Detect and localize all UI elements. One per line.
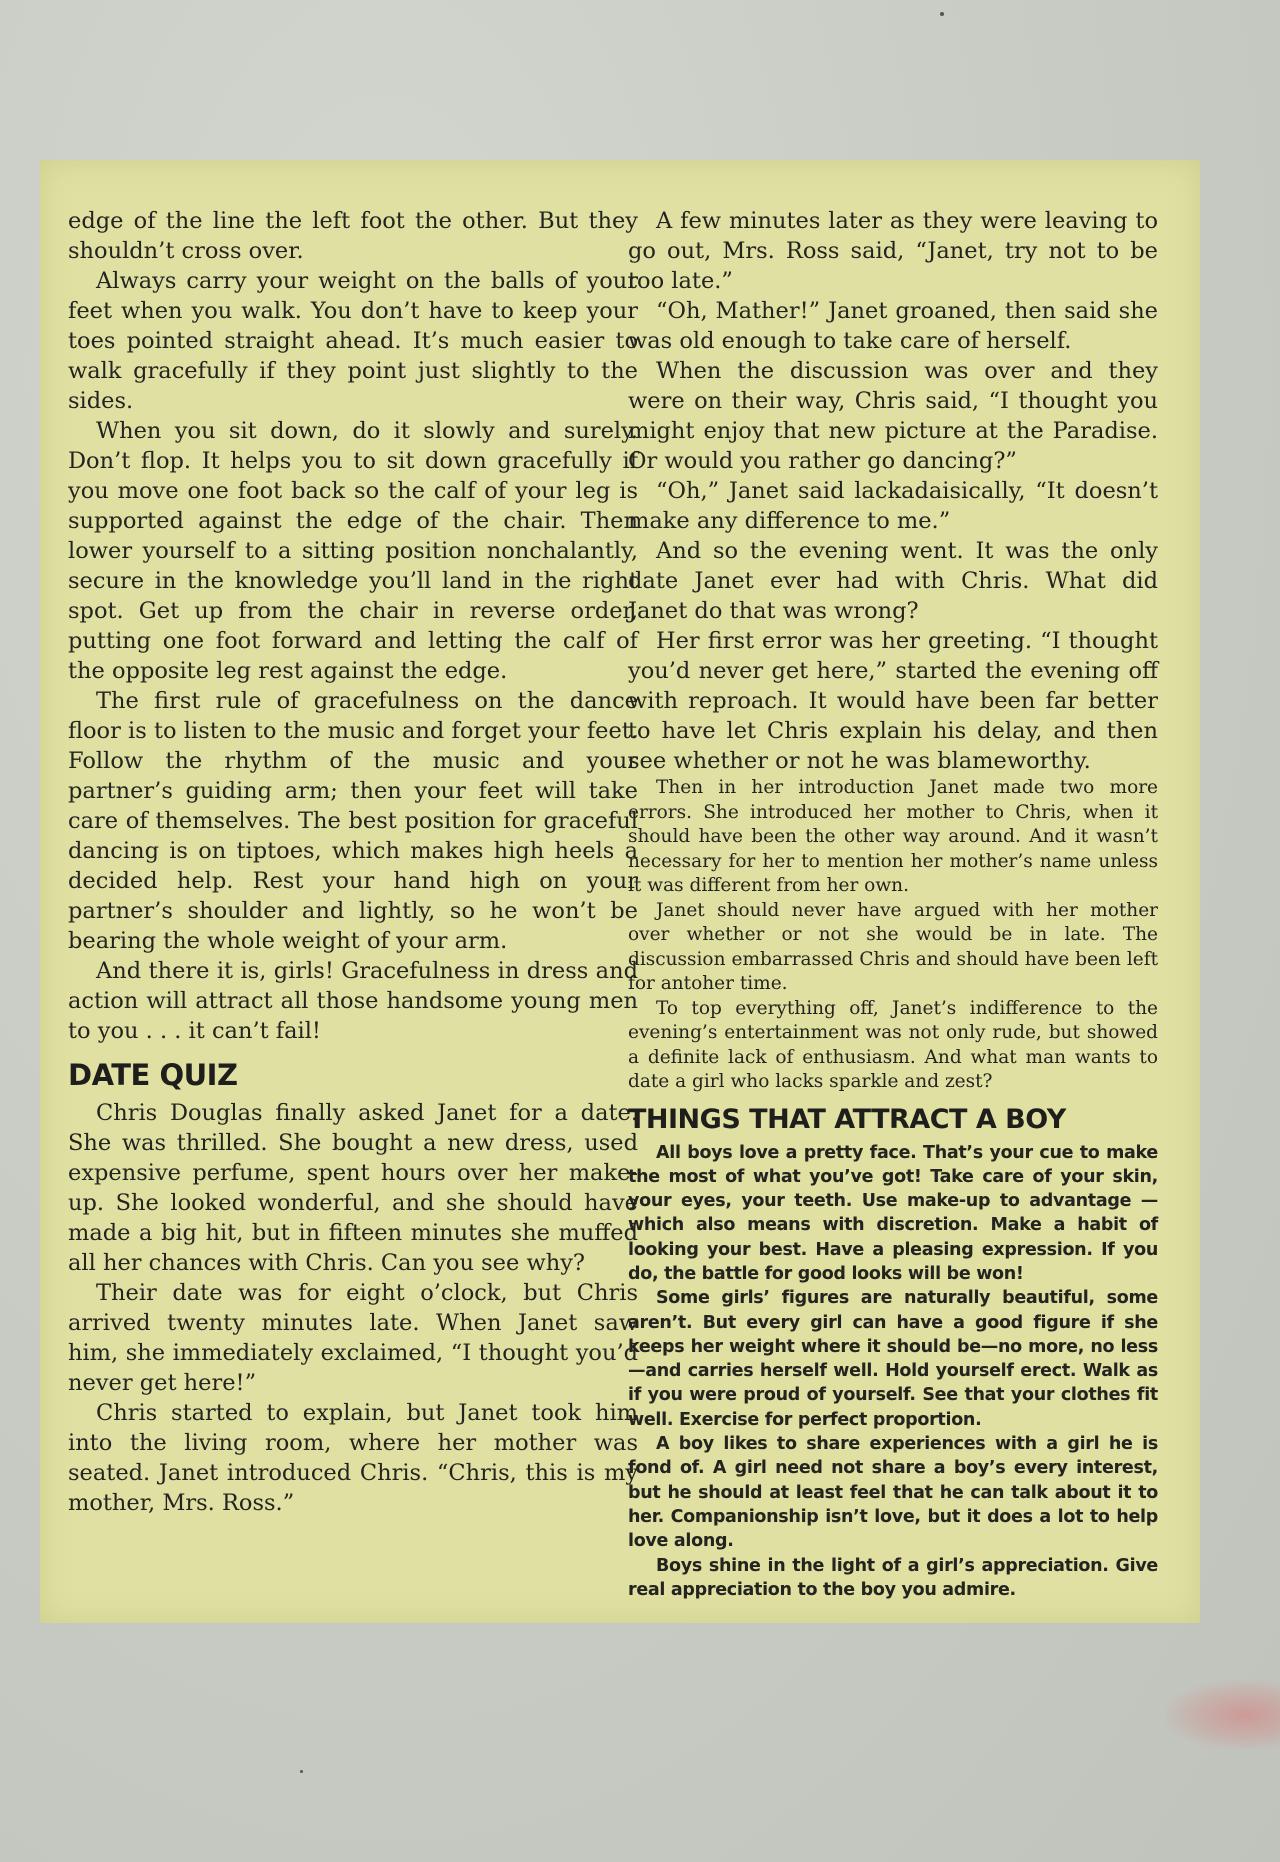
quiz-paragraph: “Oh,” Janet said lackadaisically, “It doesn’t make any difference to me.”	[628, 478, 1158, 534]
article-paragraph: The first rule of gracefulness on the dance floor is to listen to the music and forget your feet. Follow the rhythm of the music and your partner’s guiding arm; then your feet will take care of themselves. The best position for graceful dancing is on tiptoes, which makes high heels a decided help. Rest your hand high on your partner’s shoulder and lightly, so he won’t be bearing the whole weight of your arm.	[68, 688, 638, 954]
right-column	[628, 206, 1158, 1602]
quiz-paragraph: Their date was for eight o’clock, but Chris arrived twenty minutes late. When Janet saw him, she immediately exclaimed, “I thought you’d never get here!”	[68, 1280, 638, 1396]
article-panel	[40, 160, 1200, 1623]
article-paragraph: edge of the line the left foot the other. But they shouldn’t cross over.	[68, 208, 638, 264]
date-quiz-heading: DATE QUIZ	[68, 1058, 238, 1092]
tip-paragraph: Some girls’ figures are naturally beautiful, some aren’t. But every girl can have a good figure if she keeps her weight where it should be—no more, no less—and carries herself well. Hold yourself erect. Walk as if you were proud of yourself. See that your clothes fit well. Exercise for perfect proportion.	[628, 1288, 1158, 1430]
quiz-paragraph: A few minutes later as they were leaving to go out, Mrs. Ross said, “Janet, try not to be too late.”	[628, 208, 1158, 294]
tip-paragraph: A boy likes to share experiences with a girl he is fond of. A girl need not share a boy’s every interest, but he should at least feel that he can talk about it to her. Companionship isn’t love, but it does a lot to help love along.	[628, 1434, 1158, 1552]
quiz-paragraph: “Oh, Mather!” Janet groaned, then said she was old enough to take care of herself.	[628, 298, 1158, 354]
tip-paragraph: All boys love a pretty face. That’s your cue to make the most of what you’ve got! Take care of your skin, your eyes, your teeth. Use make-up to advantage —which also means with discretion. Make a habit of looking your best. Have a pleasing expression. If you do, the battle for good looks will be won!	[628, 1142, 1158, 1284]
left-column	[68, 206, 638, 1518]
quiz-paragraph: Chris Douglas finally asked Janet for a date. She was thrilled. She bought a new dress, used expensive perfume, spent hours over her make-up. She looked wonderful, and she should have made a big hit, but in fifteen minutes she muffed all her chances with Chris. Can you see why?	[68, 1100, 638, 1276]
quiz-answer-paragraph: To top everything off, Janet’s indifference to the evening’s entertainment was not only rude, but showed a definite lack of enthusiasm. And what man wants to date a girl who lacks sparkle and zest?	[628, 997, 1158, 1092]
quiz-answer-paragraph: Then in her introduction Janet made two more errors. She introduced her mother to Chris, when it should have been the other way around. And it wasn’t necessary for her to mention her mother’s name unless it was different from her own.	[628, 777, 1158, 896]
paper-speck	[940, 12, 944, 16]
quiz-paragraph: And so the evening went. It was the only date Janet ever had with Chris. What did Janet do that was wrong?	[628, 538, 1158, 624]
quiz-answer-paragraph: Janet should never have argued with her mother over whether or not she would be in late. The discussion embarrassed Chris and should have been left for antoher time.	[628, 899, 1158, 994]
red-stamp-mark	[1165, 1680, 1280, 1750]
quiz-paragraph: Chris started to explain, but Janet took him into the living room, where her mother was seated. Janet introduced Chris. “Chris, this is my mother, Mrs. Ross.”	[68, 1400, 638, 1516]
paper-speck	[300, 1770, 303, 1773]
quiz-answer-paragraph: Her first error was her greeting. “I thought you’d never get here,” started the evening off with reproach. It would have been far better to have let Chris explain his delay, and then see whether or not he was blameworthy.	[628, 628, 1158, 774]
tip-paragraph: Boys shine in the light of a girl’s appreciation. Give real appreciation to the boy you admire.	[628, 1555, 1158, 1600]
things-that-attract-heading: THINGS THAT ATTRACT A BOY	[628, 1103, 1066, 1135]
article-paragraph: And there it is, girls! Gracefulness in dress and action will attract all those handsome young men to you . . . it can’t fail!	[68, 958, 638, 1044]
article-paragraph: When you sit down, do it slowly and surely. Don’t flop. It helps you to sit down gracefully if you move one foot back so the calf of your leg is supported against the edge of the chair. Then lower yourself to a sitting position nonchalantly, secure in the knowledge you’ll land in the right spot. Get up from the chair in reverse order, putting one foot forward and letting the calf of the opposite leg rest against the edge.	[68, 418, 638, 684]
article-paragraph: Always carry your weight on the balls of your feet when you walk. You don’t have to keep your toes pointed straight ahead. It’s much easier to walk gracefully if they point just slightly to the sides.	[68, 268, 638, 414]
quiz-paragraph: When the discussion was over and they were on their way, Chris said, “I thought you might enjoy that new picture at the Paradise. Or would you rather go dancing?”	[628, 358, 1158, 474]
